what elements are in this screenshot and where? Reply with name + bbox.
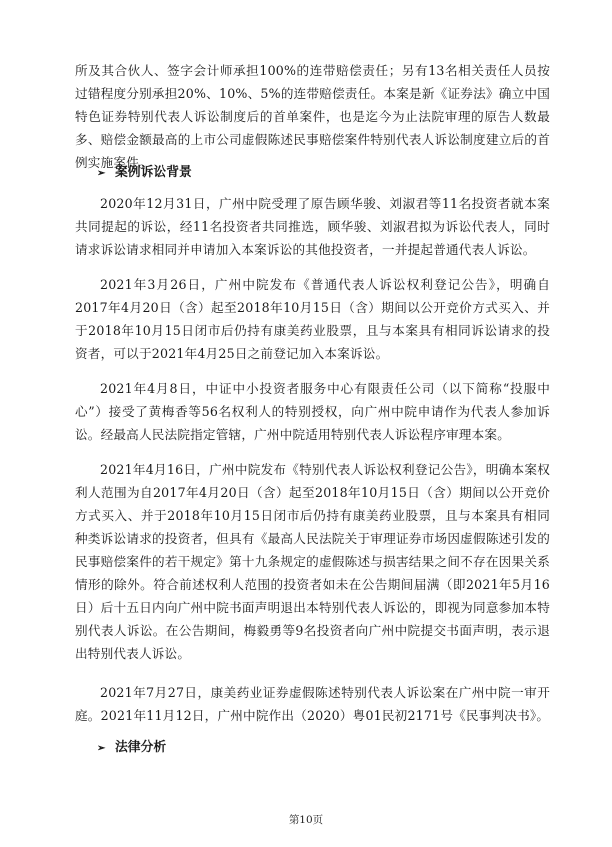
paragraph-filing: 2020年12月31日，广州中院受理了原告顾华骏、刘淑君等11名投资者就本案共同提起的诉讼，经11名投资者共同推选，顾华骏、刘淑君拟为诉讼代表人，同时请求诉讼请求相同并申请加入本案诉讼的其他投资者，一并提起普通代表人诉讼。 xyxy=(75,196,550,257)
paragraph-special-registration: 2021年4月16日，广州中院发布《特别代表人诉讼权利登记公告》，明确本案权利人范围为自2017年4月20日（含）起至2018年10月15日（含）期间以公开竞价方式买入、并于2018年10月15日闭市后仍持有康美药业股票，且与本案具有相同种类诉讼请求的投资者，但具有《最高人民法院关于审理证券市场因虚假陈述引发的民事赔偿案件的若干规定》第十九条规定的虚假陈述与损害结果之间不存在因果关系情形的除外。符合前述权利人范围的投资者如未在公告期间届满（即2021年5月16日）后十五日内向广州中院书面声明退出本特别代表人诉讼的，即视为同意参加本特别代表人诉讼。在公告期间，梅毅勇等9名投资者向广州中院提交书面声明，表示退出特别代表人诉讼。 xyxy=(75,462,550,661)
paragraph-trial-judgment: 2021年7月27日，康美药业证券虚假陈述特别代表人诉讼案在广州中院一审开庭。2021年11月12日，广州中院作出（2020）粤01民初2171号《民事判决书》。 xyxy=(75,685,550,723)
section-heading-background xyxy=(97,163,192,184)
arrow-bullet-icon: ➢ xyxy=(97,168,106,179)
section-heading-analysis xyxy=(97,738,166,759)
paragraph-investor-center: 2021年4月8日，中证中小投资者服务中心有限责任公司（以下简称“投服中心”）接受了黄梅香等56名权利人的特别授权，向广州中院申请作为代表人参加诉讼。经最高人民法院指定管辖，广州中院适用特别代表人诉讼程序审理本案。 xyxy=(75,381,550,442)
paragraph-case-summary: 所及其合伙人、签字会计师承担100%的连带赔偿责任；另有13名相关责任人员按过错程度分别承担20%、10%、5%的连带赔偿责任。本案是新《证券法》确立中国特色证券特别代表人诉讼制度后的首单案件，也是迄今为止法院审理的原告人数最多、赔偿金额最高的上市公司虚假陈述民事赔偿案件特别代表人诉讼制度建立后的首例实施案件。 xyxy=(75,63,550,170)
section-heading-analysis-label: 法律分析 xyxy=(115,740,167,755)
page-number: 第10页 xyxy=(288,814,324,826)
section-heading-background-label: 案例诉讼背景 xyxy=(115,165,192,180)
arrow-bullet-icon: ➢ xyxy=(97,743,106,754)
paragraph-ordinary-registration: 2021年3月26日，广州中院发布《普通代表人诉讼权利登记公告》，明确自2017年4月20日（含）起至2018年10月15日（含）期间以公开竞价方式买入、并于2018年10月15日闭市后仍持有康美药业股票，且与本案具有相同诉讼请求的投资者，可以于2021年4月25日之前登记加入本案诉讼。 xyxy=(75,277,550,361)
